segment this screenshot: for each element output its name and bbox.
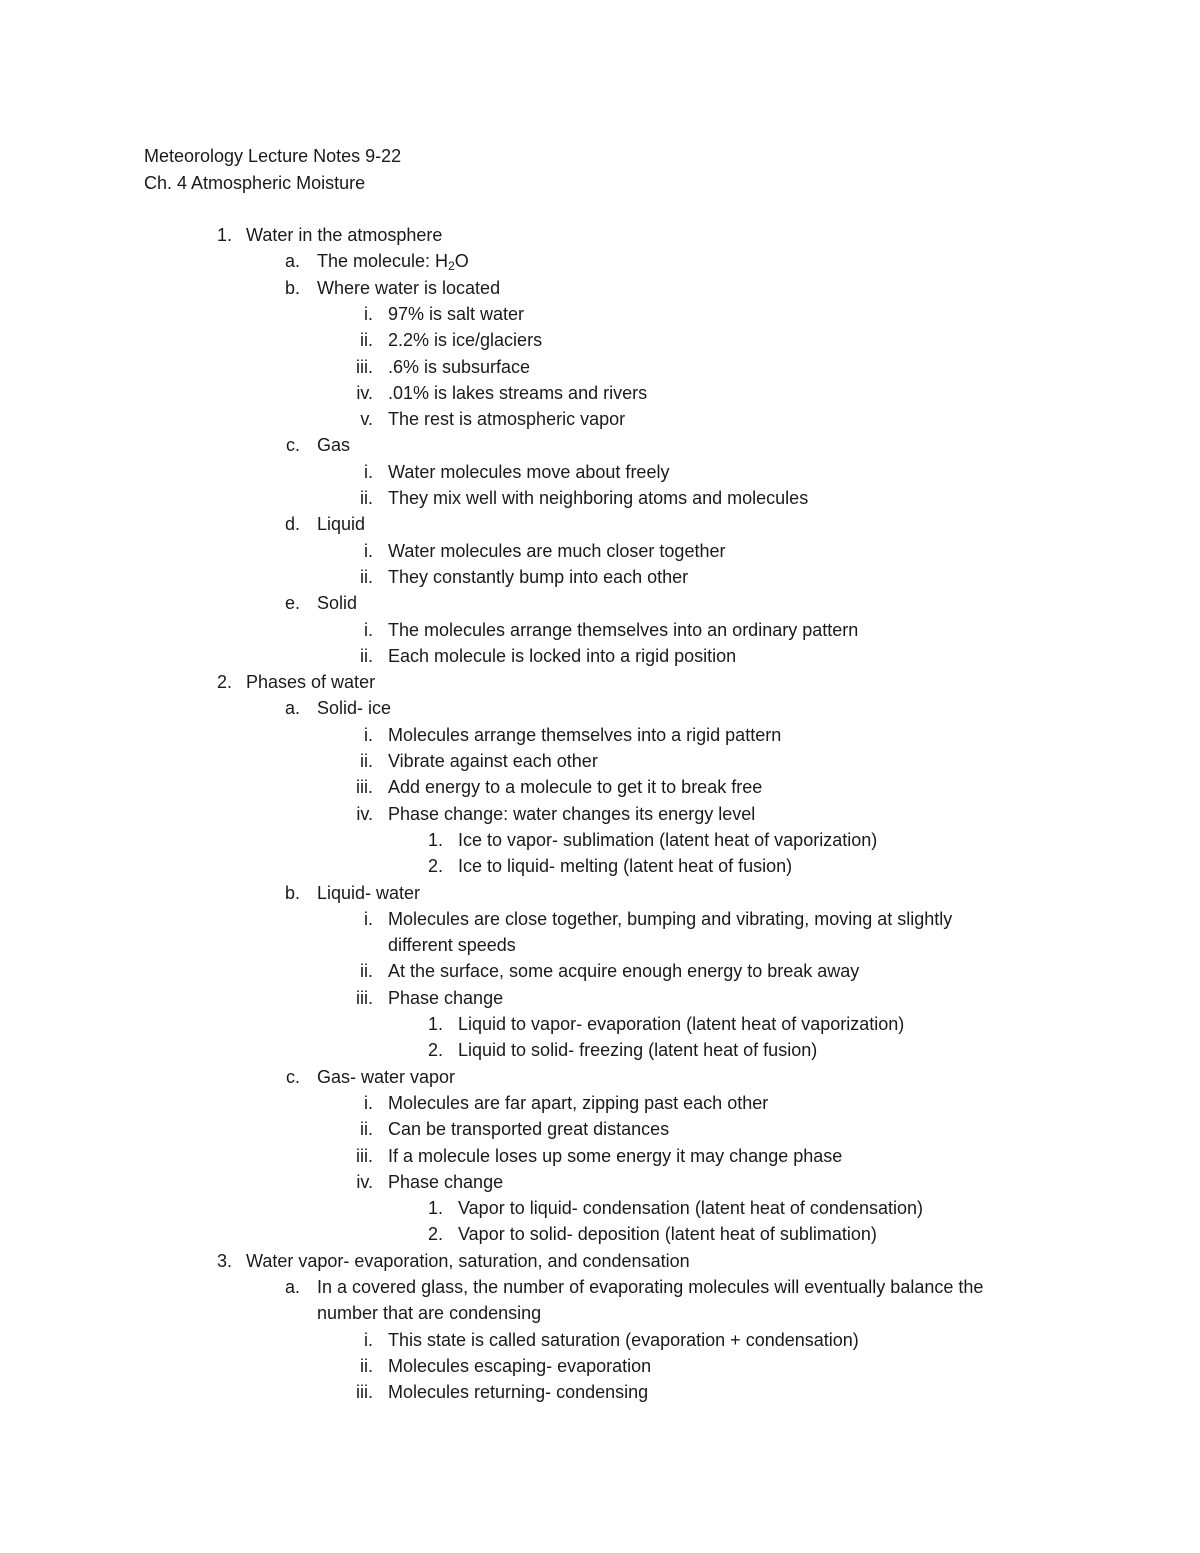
list-marker: b.: [284, 882, 300, 903]
list-marker: iii.: [356, 1382, 373, 1403]
list-item: [0, 1169, 1200, 1195]
document-title: Meteorology Lecture Notes 9-22: [144, 146, 402, 166]
list-item: [0, 222, 1200, 248]
list-item: [0, 1143, 1200, 1169]
list-marker: ii.: [360, 645, 373, 666]
list-marker: i.: [364, 540, 373, 561]
list-item: [0, 932, 1200, 958]
list-item-text: The rest is atmospheric vapor: [388, 409, 626, 430]
list-item: [0, 1300, 1200, 1326]
list-item: [0, 880, 1200, 906]
list-item-text: Solid- ice: [317, 698, 392, 719]
list-item-text: Vapor to liquid- condensation (latent heat of condensation): [458, 1198, 923, 1219]
list-marker: iv.: [356, 1171, 373, 1192]
list-marker: 2.: [216, 672, 232, 693]
list-item-text: 2.2% is ice/glaciers: [388, 330, 543, 351]
list-item: [0, 538, 1200, 564]
list-item-text: In a covered glass, the number of evaporating molecules will eventually balance the: [317, 1277, 984, 1297]
list-marker: d.: [284, 514, 300, 535]
list-item-text: different speeds: [388, 935, 516, 956]
list-item-text: Vapor to solid- deposition (latent heat of sublimation): [458, 1224, 877, 1245]
formula-prefix: The molecule: H: [317, 251, 449, 272]
list-item-text: .6% is subsurface: [388, 356, 531, 377]
list-marker: a.: [284, 1277, 300, 1297]
list-marker: 2.: [427, 1040, 443, 1061]
list-item: [0, 722, 1200, 748]
list-marker: i.: [364, 724, 373, 745]
list-item: [0, 432, 1200, 458]
list-marker: ii.: [360, 488, 373, 508]
list-item: [0, 1090, 1200, 1116]
list-item: [0, 617, 1200, 643]
list-item: [0, 1116, 1200, 1142]
list-marker: i.: [364, 461, 373, 482]
list-marker: iii.: [356, 1145, 373, 1166]
list-item: [0, 853, 1200, 879]
list-marker: v.: [360, 409, 373, 430]
list-item-text: Phases of water: [246, 672, 376, 693]
list-marker: ii.: [360, 751, 373, 771]
list-item: [0, 774, 1200, 800]
list-item: [0, 564, 1200, 590]
list-item: [0, 1379, 1200, 1405]
list-item: [0, 1011, 1200, 1037]
list-item-text: number that are condensing: [317, 1303, 542, 1324]
list-marker: iii.: [356, 777, 373, 798]
list-marker: ii.: [360, 566, 373, 587]
list-item-text: Phase change: water changes its energy level: [388, 803, 756, 824]
list-item: [0, 827, 1200, 853]
list-marker: ii.: [360, 1355, 373, 1376]
list-item: [0, 1221, 1200, 1247]
list-item-text: Can be transported great distances: [388, 1119, 670, 1140]
list-marker: ii.: [360, 1119, 373, 1140]
list-marker: 1.: [216, 225, 232, 245]
list-item-text: Gas: [317, 435, 351, 456]
list-marker: i.: [364, 303, 373, 324]
list-item-text: Molecules returning- condensing: [388, 1382, 649, 1403]
list-marker: 3.: [216, 1250, 232, 1271]
list-marker: b.: [284, 277, 300, 298]
list-marker: i.: [364, 1092, 373, 1113]
list-item-text: Molecules escaping- evaporation: [388, 1355, 652, 1376]
list-item-text: Water molecules are much closer together: [388, 540, 726, 561]
list-item: [0, 1064, 1200, 1090]
list-marker: iii.: [356, 356, 373, 377]
list-item-text: Each molecule is locked into a rigid position: [388, 645, 737, 666]
list-item: [0, 801, 1200, 827]
list-item-text: .01% is lakes streams and rivers: [388, 382, 648, 403]
list-item: [0, 1037, 1200, 1063]
list-marker: 2.: [427, 1224, 443, 1245]
list-item-text: If a molecule loses up some energy it may change phase: [388, 1145, 843, 1166]
chapter-heading: Ch. 4 Atmospheric Moisture: [144, 173, 366, 193]
list-item-text: Liquid to solid- freezing (latent heat of fusion): [458, 1040, 818, 1061]
list-marker: iv.: [356, 382, 373, 403]
list-item-text: Phase change: [388, 1171, 504, 1192]
list-item: [0, 485, 1200, 511]
list-marker: a.: [284, 251, 300, 272]
formula-suffix: O: [454, 251, 469, 272]
list-marker: c.: [285, 435, 300, 456]
list-item-text: Ice to liquid- melting (latent heat of fusion): [458, 856, 793, 877]
list-item-text: Molecules are close together, bumping and vibrating, moving at slightly: [388, 908, 953, 929]
list-item-text: Liquid: [317, 514, 366, 535]
list-marker: iii.: [356, 987, 373, 1008]
list-item: [0, 1195, 1200, 1221]
list-marker: 1.: [427, 829, 443, 850]
list-item: [0, 985, 1200, 1011]
list-item-text: Liquid- water: [317, 882, 421, 903]
list-item-text: Water in the atmosphere: [246, 225, 443, 245]
list-item-text: Ice to vapor- sublimation (latent heat of vaporization): [458, 829, 878, 850]
list-item-text: 97% is salt water: [388, 303, 525, 324]
list-marker: 1.: [427, 1014, 443, 1034]
list-item: [0, 327, 1200, 353]
list-item: [0, 354, 1200, 380]
list-item: [0, 669, 1200, 695]
list-item-text: Vibrate against each other: [388, 751, 598, 771]
list-marker: i.: [364, 908, 373, 929]
list-item: [0, 248, 1200, 274]
list-item-text: They mix well with neighboring atoms and molecules: [388, 488, 809, 508]
list-marker: i.: [364, 619, 373, 640]
list-marker: ii.: [360, 330, 373, 351]
list-item: [0, 1248, 1200, 1274]
list-item-text: Molecules are far apart, zipping past each other: [388, 1092, 769, 1113]
list-item: [0, 511, 1200, 537]
list-marker: iv.: [356, 803, 373, 824]
list-item: [0, 275, 1200, 301]
list-item: [0, 643, 1200, 669]
list-item: [0, 459, 1200, 485]
list-item-text: Add energy to a molecule to get it to break free: [388, 777, 763, 798]
list-item: [0, 1327, 1200, 1353]
list-item-text: Phase change: [388, 987, 504, 1008]
list-item-text: At the surface, some acquire enough energy to break away: [388, 961, 860, 982]
list-marker: 2.: [427, 856, 443, 877]
list-marker: ii.: [360, 961, 373, 982]
list-item-text: The molecules arrange themselves into an ordinary pattern: [388, 619, 859, 640]
list-item-text: Gas- water vapor: [317, 1066, 456, 1087]
list-item: [0, 695, 1200, 721]
list-item: [0, 748, 1200, 774]
list-marker: i.: [364, 1329, 373, 1350]
list-item-text: Water vapor- evaporation, saturation, and condensation: [246, 1250, 690, 1271]
list-item-text: Where water is located: [317, 277, 501, 298]
list-item: [0, 906, 1200, 932]
list-marker: c.: [285, 1066, 300, 1087]
list-marker: 1.: [427, 1198, 443, 1219]
list-item-text: Molecules arrange themselves into a rigid pattern: [388, 724, 782, 745]
list-item: [0, 958, 1200, 984]
list-marker: e.: [284, 593, 300, 614]
list-item: [0, 590, 1200, 616]
list-item-text: Solid: [317, 593, 358, 614]
list-marker: a.: [284, 698, 300, 719]
list-item: [0, 406, 1200, 432]
list-item: [0, 1353, 1200, 1379]
list-item-text: This state is called saturation (evaporation + condensation): [388, 1329, 859, 1350]
list-item: [0, 1274, 1200, 1300]
list-item-text: Water molecules move about freely: [388, 461, 670, 482]
list-item-text: [317, 248, 469, 274]
formula-subscript: 2: [448, 259, 455, 274]
list-item-text: They constantly bump into each other: [388, 566, 689, 587]
list-item: [0, 301, 1200, 327]
list-item-text: Liquid to vapor- evaporation (latent heat of vaporization): [458, 1014, 905, 1034]
list-item: [0, 380, 1200, 406]
